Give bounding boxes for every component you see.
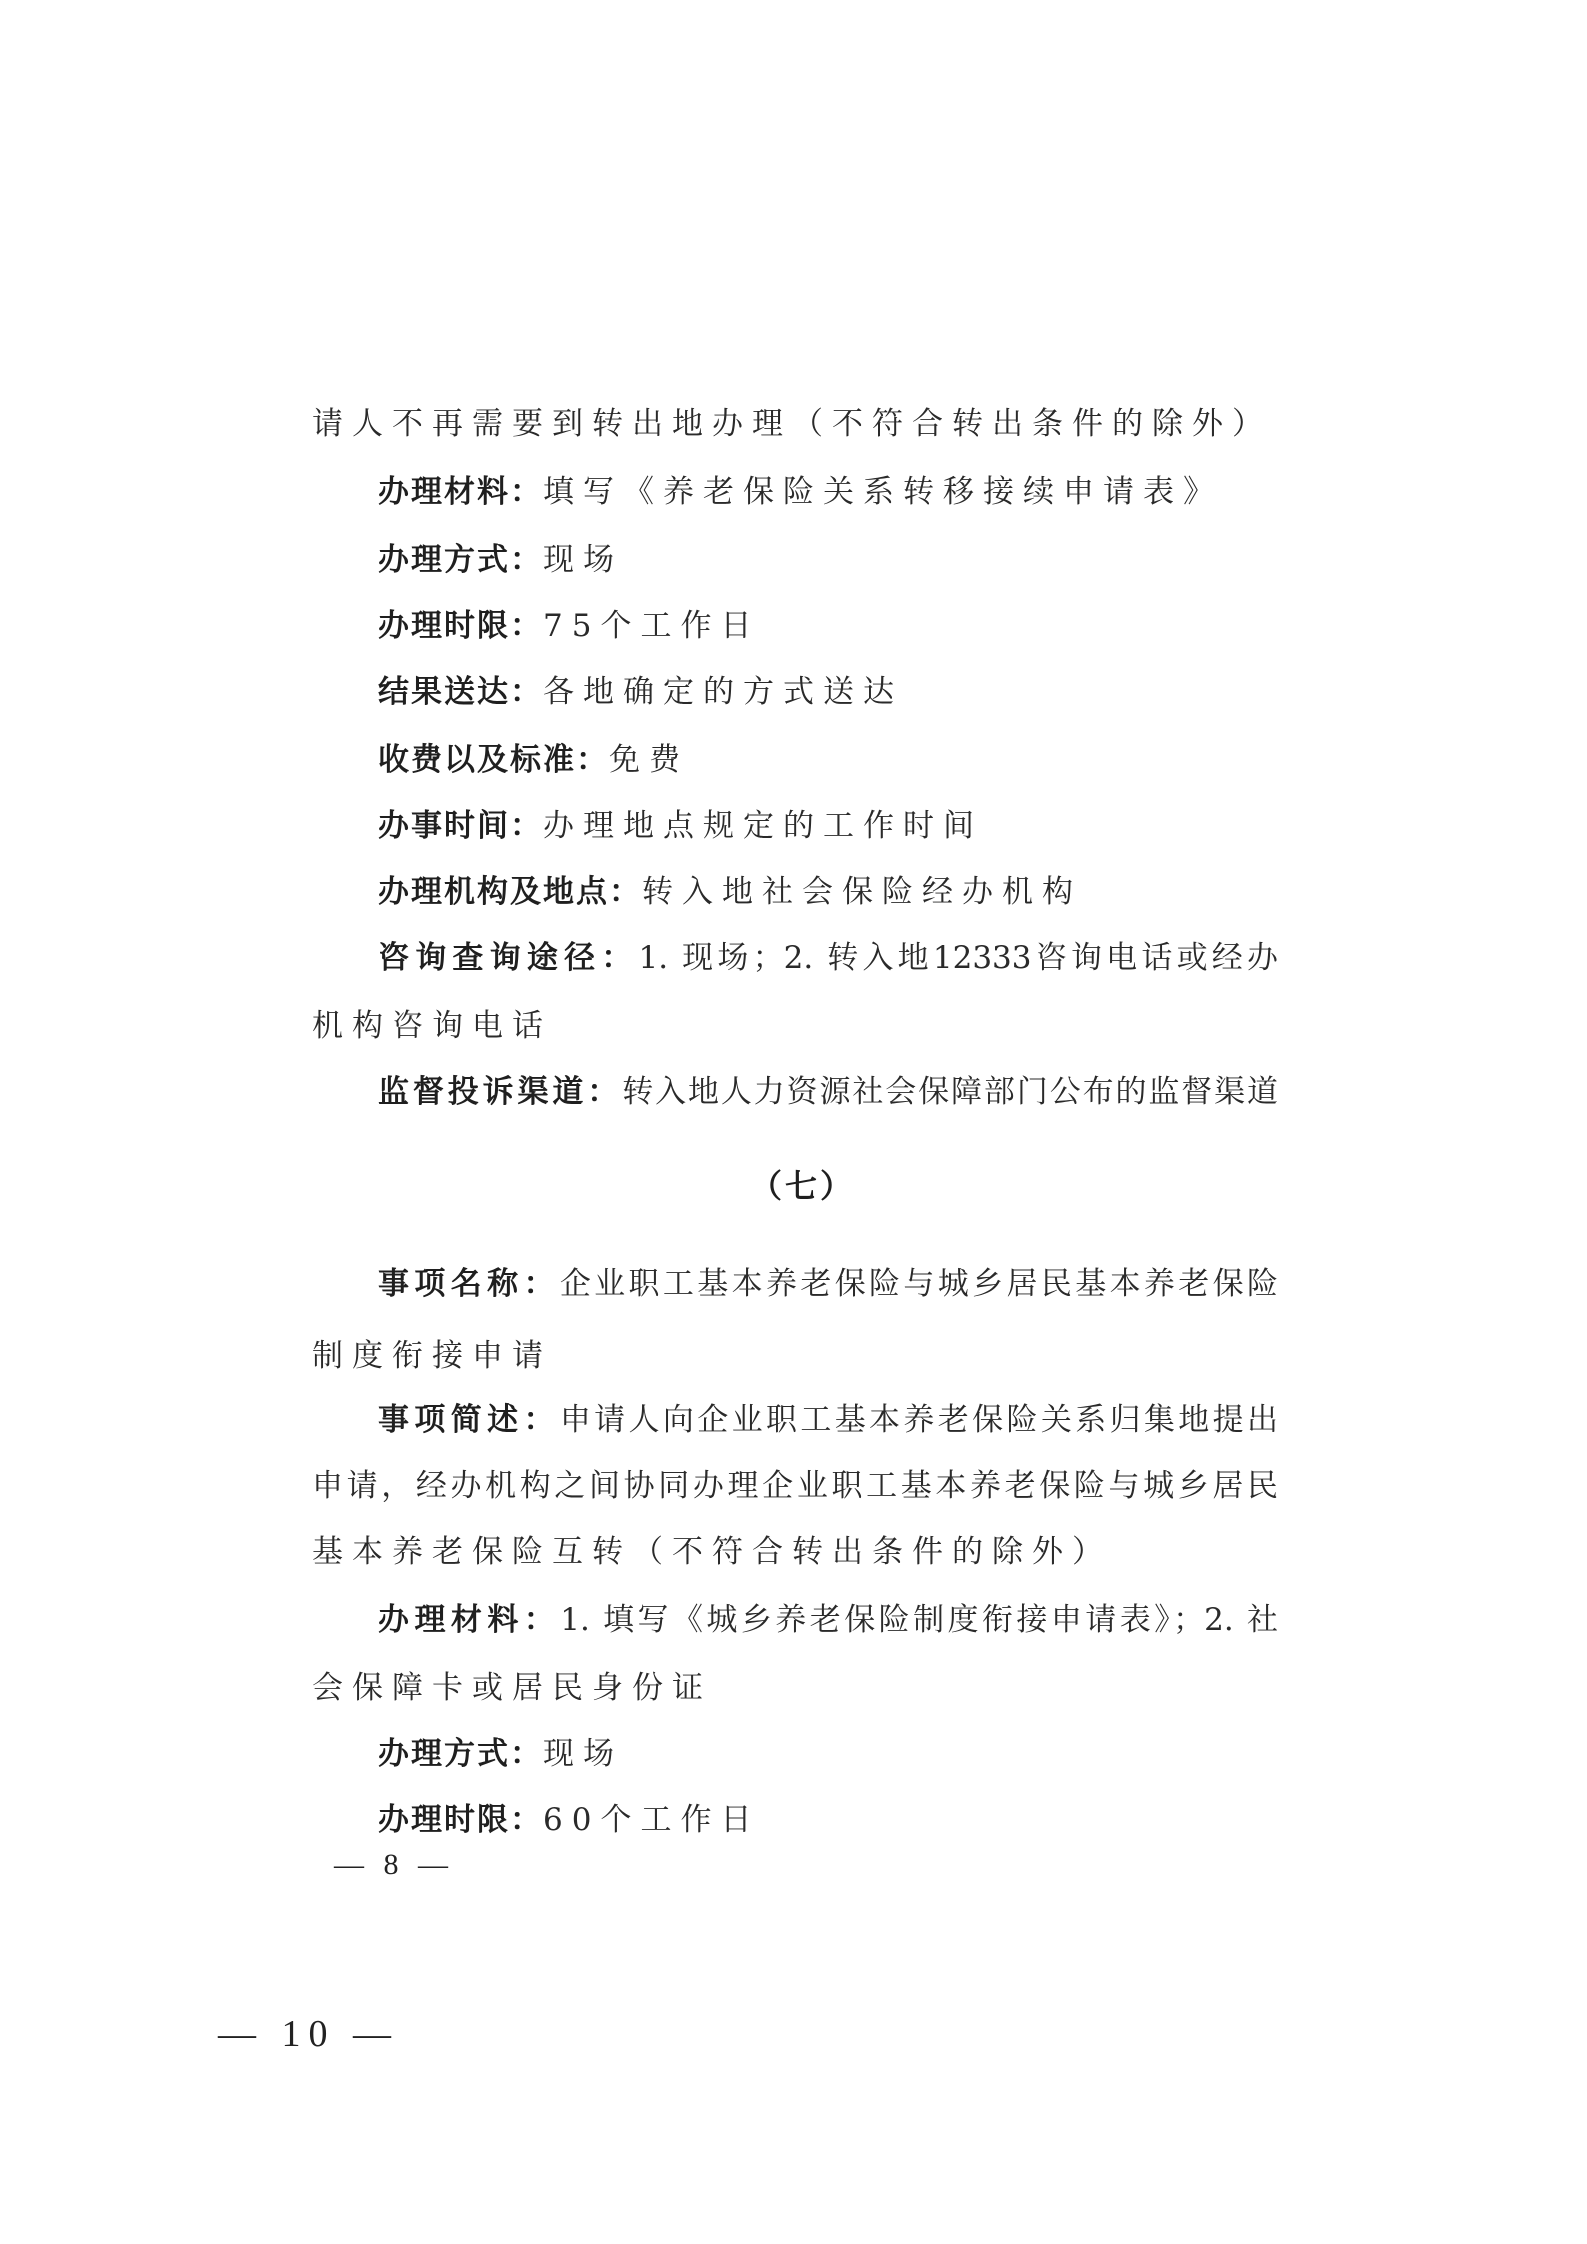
field-label: 结果送达： bbox=[378, 674, 543, 710]
body-line bbox=[312, 1006, 552, 1046]
field-label: 办理时限： bbox=[378, 1802, 543, 1838]
field-value: 各地确定的方式送达 bbox=[543, 674, 903, 710]
body-line bbox=[312, 1466, 1278, 1506]
body-line bbox=[312, 1668, 712, 1708]
field-label: 办理时限： bbox=[378, 608, 543, 644]
outer-page-number: — 10 — bbox=[218, 2013, 399, 2055]
field-line-complaints bbox=[378, 1072, 1278, 1112]
field-line-time-limit-2 bbox=[378, 1800, 760, 1840]
body-text: 申请，经办机构之间协同办理企业职工基本养老保险与城乡居民 bbox=[312, 1468, 1278, 1504]
field-value: 填写《养老保险关系转移接续申请表》 bbox=[543, 474, 1223, 510]
field-line-inquiry bbox=[378, 938, 1278, 978]
field-value: 75个工作日 bbox=[543, 608, 761, 644]
field-label: 办事时间： bbox=[378, 808, 543, 844]
field-label: 收费以及标准： bbox=[378, 742, 609, 778]
body-line bbox=[312, 404, 1272, 444]
field-value: 1. 现场；2. 转入地12333咨询电话或经办 bbox=[638, 940, 1279, 976]
field-line-materials-2 bbox=[378, 1600, 1278, 1640]
body-text: 基本养老保险互转（不符合转出条件的除外） bbox=[312, 1534, 1112, 1570]
field-line-method bbox=[378, 540, 623, 580]
field-label: 监督投诉渠道： bbox=[378, 1074, 623, 1110]
body-text: 制度衔接申请 bbox=[312, 1338, 552, 1374]
field-line-materials bbox=[378, 472, 1223, 512]
field-line-method-2 bbox=[378, 1734, 623, 1774]
field-value: 免费 bbox=[609, 742, 689, 778]
field-line-item-name bbox=[378, 1264, 1278, 1304]
field-label: 办理方式： bbox=[378, 542, 543, 578]
field-label: 事项简述： bbox=[378, 1402, 560, 1438]
body-text: 会保障卡或居民身份证 bbox=[312, 1670, 712, 1706]
field-value: 转入地社会保险经办机构 bbox=[642, 874, 1082, 910]
field-value: 申请人向企业职工基本养老保险关系归集地提出 bbox=[559, 1402, 1279, 1438]
field-line-delivery bbox=[378, 672, 903, 712]
field-value: 1. 填写《城乡养老保险制度衔接申请表》；2. 社 bbox=[560, 1602, 1278, 1638]
field-value: 现场 bbox=[543, 542, 623, 578]
field-value: 办理地点规定的工作时间 bbox=[543, 808, 983, 844]
section-heading: （七） bbox=[750, 1167, 856, 1205]
field-label: 办理材料： bbox=[378, 1602, 561, 1638]
field-value: 企业职工基本养老保险与城乡居民基本养老保险 bbox=[559, 1266, 1279, 1302]
field-value: 转入地人力资源社会保障部门公布的监督渠道 bbox=[622, 1074, 1279, 1110]
field-line-item-summary bbox=[378, 1400, 1278, 1440]
field-value: 60个工作日 bbox=[543, 1802, 761, 1838]
field-label: 办理材料： bbox=[378, 474, 543, 510]
field-label: 事项名称： bbox=[378, 1266, 560, 1302]
field-label: 咨询查询途径： bbox=[378, 940, 639, 976]
field-line-time-limit bbox=[378, 606, 760, 646]
body-text: 机构咨询电话 bbox=[312, 1008, 552, 1044]
field-label: 办理机构及地点： bbox=[378, 874, 642, 910]
body-line bbox=[312, 1336, 552, 1376]
field-line-office-hours bbox=[378, 806, 983, 846]
body-line bbox=[312, 1532, 1112, 1572]
field-value: 现场 bbox=[543, 1736, 623, 1772]
inner-page-number: — 8 — bbox=[334, 1848, 454, 1881]
field-line-agency bbox=[378, 872, 1082, 912]
field-label: 办理方式： bbox=[378, 1736, 543, 1772]
field-line-fees bbox=[378, 740, 689, 780]
body-text: 请人不再需要到转出地办理（不符合转出条件的除外） bbox=[312, 406, 1272, 442]
